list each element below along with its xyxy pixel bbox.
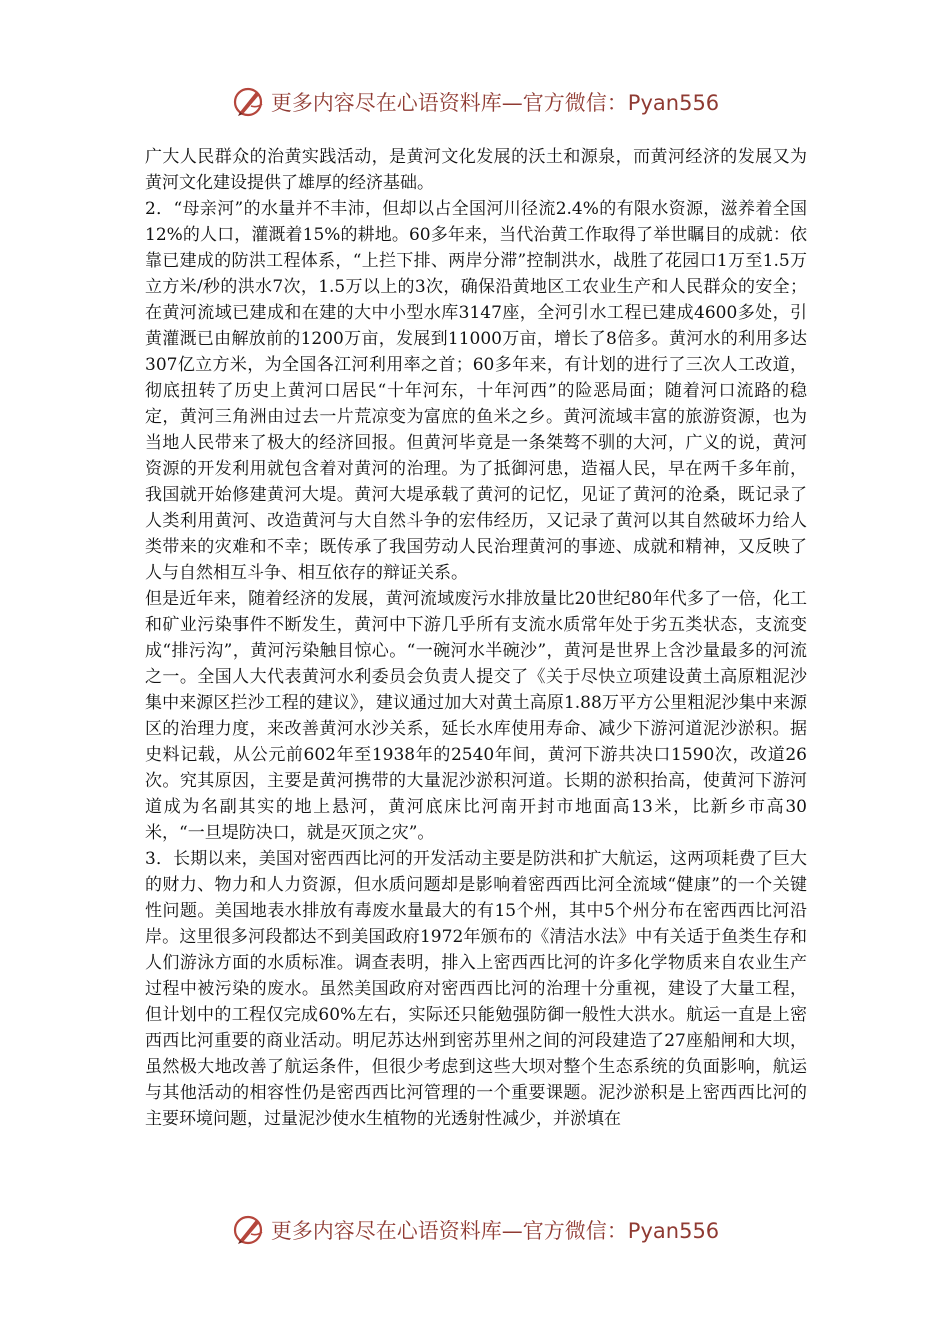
pen-logo-icon — [231, 1212, 267, 1248]
paragraph-4: 3．长期以来，美国对密西西比河的开发活动主要是防洪和扩大航运，这两项耗费了巨大的财力、物力和人力资源，但水质问题却是影响着密西西比河全流域“健康”的一个关键性问题。美国地表水排放有毒废水量最大的有15个州，其中5个州分布在密西西比河沿岸。这里很多河段都达不到美国政府1972年颁布的《清洁水法》中有关适于鱼类生存和人们游泳方面的水质标准。调查表明，排入上密西西比河的许多化学物质来自农业生产过程中被污染的废水。虽然美国政府对密西西比河的治理十分重视，建设了大量工程，但计划中的工程仅完成60%左右，实际还只能勉强防御一般性大洪水。航运一直是上密西西比河重要的商业活动。明尼苏达州到密苏里州之间的河段建造了27座船闸和大坝，虽然极大地改善了航运条件，但很少考虑到这些大坝对整个生态系统的负面影响，航运与其他活动的相容性仍是密西西比河管理的一个重要课题。泥沙淤积是上密西西比河的主要环境问题，过量泥沙使水生植物的光透射性减少，并淤填在 — [145, 849, 807, 1129]
paragraph-2: 2．“母亲河”的水量并不丰沛，但却以占全国河川径流2.4%的有限水资源，滋养着全国12%的人口，灌溉着15%的耕地。60多年来，当代治黄工作取得了举世瞩目的成就：依靠已建成的防洪工程体系，“上拦下排、两岸分滞”控制洪水，战胜了花园口1万至1.5万立方米/秒的洪水7次，1.5万以上的3次，确保沿黄地区工农业生产和人民群众的安全；在黄河流域已建成和在建的大中小型水库3147座，全河引水工程已建成4600多处，引黄灌溉已由解放前的1200万亩，发展到11000万亩，增长了8倍多。黄河水的利用多达307亿立方米，为全国各江河利用率之首；60多年来，有计划的进行了三次人工改道，彻底扭转了历史上黄河口居民“十年河东，十年河西”的险恶局面；随着河口流路的稳定，黄河三角洲由过去一片荒凉变为富庶的鱼米之乡。黄河流域丰富的旅游资源，也为当地人民带来了极大的经济回报。但黄河毕竟是一条桀骜不驯的大河，广义的说，黄河资源的开发利用就包含着对黄河的治理。为了抵御河患，造福人民，早在两千多年前，我国就开始修建黄河大堤。黄河大堤承载了黄河的记忆，见证了黄河的沧桑，既记录了人类利用黄河、改造黄河与大自然斗争的宏伟经历，又记录了黄河以其自然破坏力给人类带来的灾难和不幸；既传承了我国劳动人民治理黄河的事迹、成就和精神，又反映了人与自然相互斗争、相互依存的辩证关系。 — [145, 199, 807, 583]
paragraph-3: 但是近年来，随着经济的发展，黄河流域废污水排放量比20世纪80年代多了一倍，化工和矿业污染事件不断发生，黄河中下游几乎所有支流水质常年处于劣五类状态，支流变成“排污沟”，黄河污染触目惊心。“一碗河水半碗沙”，黄河是世界上含沙量最多的河流之一。全国人大代表黄河水利委员会负责人提交了《关于尽快立项建设黄土高原粗泥沙集中来源区拦沙工程的建议》，建议通过加大对黄土高原1.88万平方公里粗泥沙集中来源区的治理力度，来改善黄河水沙关系，延长水库使用寿命、减少下游河道泥沙淤积。据史料记载，从公元前602年至1938年的2540年间，黄河下游共决口1590次，改道26次。究其原因，主要是黄河携带的大量泥沙淤积河道。长期的淤积抬高，使黄河下游河道成为名副其实的地上悬河，黄河底床比河南开封市地面高13米，比新乡市高30米，“一旦堤防决口，就是灭顶之灾”。 — [145, 589, 807, 843]
header-banner — [0, 80, 950, 124]
document-body — [145, 144, 807, 1132]
header-banner-text: 更多内容尽在心语资料库—官方微信：Pyan556 — [270, 91, 720, 115]
footer-banner — [0, 1208, 950, 1252]
paragraph-1: 广大人民群众的治黄实践活动，是黄河文化发展的沃土和源泉，而黄河经济的发展又为黄河文化建设提供了雄厚的经济基础。 — [145, 147, 807, 193]
pen-logo-icon — [231, 84, 267, 120]
footer-banner-text: 更多内容尽在心语资料库—官方微信：Pyan556 — [270, 1219, 720, 1243]
